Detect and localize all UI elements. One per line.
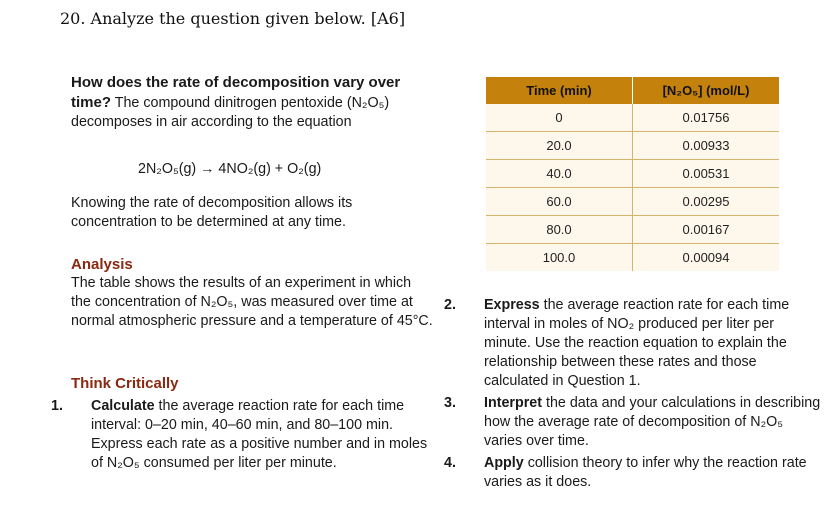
problem-title: How does the rate of decomposition vary over time? [71,74,401,111]
list-item [444,296,824,391]
item-number: 2. [444,297,456,313]
table-cell: 0.00094 [633,244,780,272]
item-text: collision theory to infer why the reaction rate varies as it does. [484,455,807,490]
column-header-concentration: [N₂O₅] (mol/L) [633,77,780,104]
item-verb: Calculate [91,398,155,414]
table-cell: 20.0 [486,132,633,160]
table-cell: 80.0 [486,216,633,244]
table-cell: 0.01756 [633,104,780,132]
table-cell: 0.00167 [633,216,780,244]
table-row [486,216,779,244]
list-item [444,394,824,451]
item-number: 3. [444,395,456,411]
list-item [444,454,824,492]
problem-statement [71,73,431,132]
table-row [486,244,779,272]
table-cell: 40.0 [486,160,633,188]
table-cell: 0.00295 [633,188,780,216]
analysis-section [71,255,433,331]
item-text: the average reaction rate for each time interval in moles of NO₂ produced per liter per minute. Use the reaction equation to explain the relationship between these rates and those calculated in Question 1. [484,297,790,389]
item-number: 1. [51,398,63,414]
table-row [486,104,779,132]
table-cell: 60.0 [486,188,633,216]
item-number: 4. [444,455,456,471]
table-cell: 0.00933 [633,132,780,160]
right-column-items [444,296,824,492]
reaction-equation: 2N₂O₅(g) → 4NO₂(g) + O₂(g) [138,161,322,177]
item-verb: Interpret [484,395,542,411]
item-text: the average reaction rate for each time interval: 0–20 min, 40–60 min, and 80–100 min. Express each rate as a positive number and in moles of N₂O₅ consumed per liter per minute. [91,398,428,471]
data-table [486,77,779,271]
analysis-text: The table shows the results of an experiment in which the concentration of N₂O₅, was measured over time at normal atmospheric pressure and a temperature of 45°C. [71,275,433,329]
problem-conclusion: Knowing the rate of decomposition allows its concentration to be determined at any time. [71,195,353,230]
item-text: the data and your calculations in describing how the average rate of decomposition of N₂O₅ varies over time. [484,395,821,449]
list-item [51,397,431,473]
table-cell: 0.00531 [633,160,780,188]
problem-intro: The compound dinitrogen pentoxide (N₂O₅) decomposes in air according to the equation [71,95,390,130]
table-cell: 0 [486,104,633,132]
table-row [486,132,779,160]
table-header-row [486,77,779,104]
column-header-time: Time (min) [486,77,633,104]
question-header: 20. Analyze the question given below. [A6] [60,9,406,28]
table-row [486,160,779,188]
item-verb: Apply [484,455,524,471]
think-critically-heading: Think Critically [71,375,179,392]
item-verb: Express [484,297,540,313]
table-row [486,188,779,216]
analysis-heading: Analysis [71,256,133,273]
table-cell: 100.0 [486,244,633,272]
